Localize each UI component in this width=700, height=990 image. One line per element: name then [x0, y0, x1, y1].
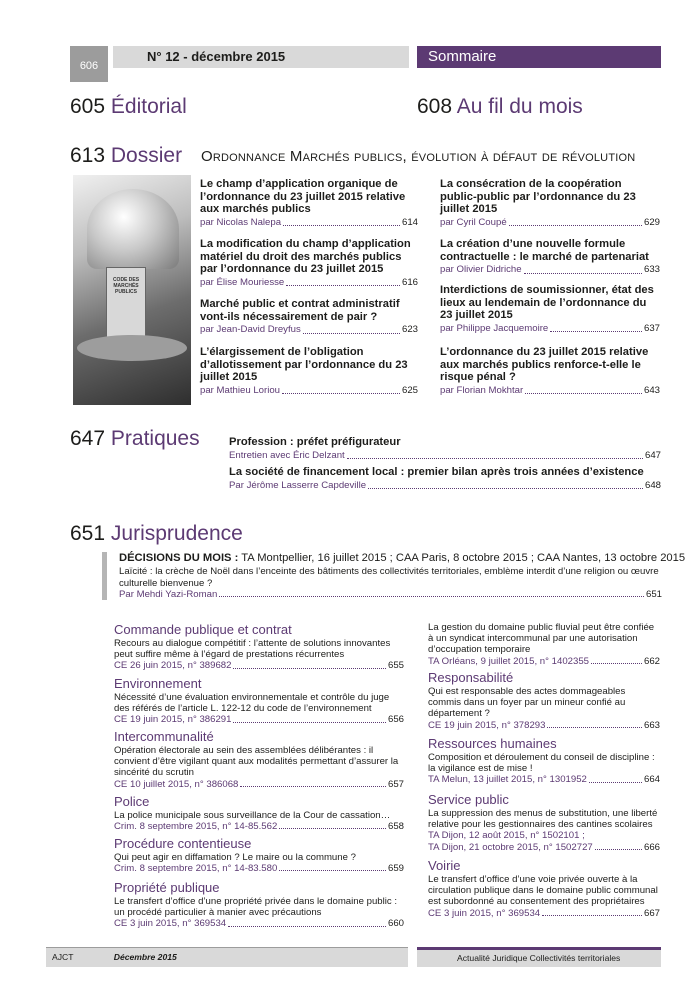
juris-category[interactable]: Commande publique et contrat [114, 622, 292, 637]
article-author: par Philippe Jacquemoire [440, 322, 549, 334]
decisions-du-mois[interactable] [102, 552, 686, 600]
juris-page: 657 [387, 778, 404, 790]
article-entry[interactable] [200, 178, 418, 229]
article-title: La consécration de la coopération public-public par l’ordonnance du 23 juillet 2015 [440, 178, 636, 216]
juris-ref-row [114, 714, 404, 725]
article-byline [200, 217, 418, 230]
article-byline [200, 324, 418, 337]
dot-leader [282, 393, 400, 394]
sommaire-banner: Sommaire [417, 46, 661, 68]
dot-leader [283, 225, 400, 226]
article-title: Marché public et contrat administratif vont-ils nécessairement de pair ? [200, 298, 400, 323]
page-number: 606 [70, 46, 108, 82]
article-byline [440, 323, 660, 336]
article-page: 647 [644, 449, 661, 461]
article-entry[interactable] [440, 178, 660, 229]
footer-publication: Actualité Juridique Collectivités territoriales [457, 953, 621, 963]
juris-ref-row [428, 720, 660, 731]
dot-leader [524, 273, 642, 274]
article-entry[interactable] [200, 298, 418, 337]
article-byline [229, 480, 661, 493]
juris-page: 655 [387, 660, 404, 672]
dot-leader [509, 225, 642, 226]
tray-shape [77, 335, 187, 361]
juris-ref: Crim. 8 septembre 2015, n° 14-83.580 [114, 863, 278, 875]
decisions-page: 651 [645, 589, 662, 600]
article-author: par Nicolas Nalepa [200, 216, 282, 228]
section-pratiques[interactable] [70, 427, 200, 451]
article-author: Entretien avec Éric Delzant [229, 449, 345, 461]
article-title: Le champ d’application organique de l’ordonnance du 23 juillet 2015 relative aux marchés publics [200, 178, 406, 216]
article-author: Par Jérôme Lasserre Capdeville [229, 479, 367, 491]
dot-leader [240, 786, 386, 787]
dot-leader [550, 331, 642, 332]
footer-left [46, 947, 408, 967]
juris-ref-row [428, 774, 660, 785]
article-page: 623 [401, 324, 418, 336]
article-entry[interactable] [229, 466, 661, 492]
dossier-subtitle: Ordonnance Marchés publics, évolution à défaut de révolution [201, 148, 636, 165]
juris-text: Le transfert d’office d’une propriété privée dans le domaine public : un procédé particulier à manier avec précautions [114, 896, 398, 919]
juris-page: 667 [643, 907, 660, 919]
article-title: L’ordonnance du 23 juillet 2015 relative aux marchés publics renforce-t-elle le risque pénal ? [440, 346, 649, 384]
juris-text: Nécessité d’une évaluation environnementale et contrôle du juge des référés de l’article L. 122-12 du code de l’environnement [114, 692, 390, 715]
juris-entry[interactable] [114, 810, 404, 832]
juris-category[interactable]: Voirie [428, 858, 461, 873]
juris-ref: TA Orléans, 9 juillet 2015, n° 1402355 [428, 655, 589, 667]
juris-ref: TA Dijon, 12 août 2015, n° 1502101 ; [428, 830, 585, 842]
article-title: Profession : préfet préfigurateur [229, 436, 401, 448]
juris-page: 660 [387, 918, 404, 930]
decisions-label: DÉCISIONS DU MOIS : [119, 552, 239, 564]
section-number: 651 [70, 522, 106, 545]
juris-text: Qui peut agir en diffamation ? Le maire ou la commune ? [114, 852, 356, 863]
section-number: 647 [70, 427, 106, 450]
dot-leader [286, 285, 400, 286]
juris-page: 664 [643, 774, 660, 786]
juris-ref: CE 3 juin 2015, n° 369534 [428, 907, 541, 919]
juris-ref: TA Dijon, 21 octobre 2015, n° 1502727 [428, 841, 593, 853]
juris-category[interactable]: Procédure contentieuse [114, 836, 252, 851]
article-entry[interactable] [440, 238, 660, 277]
cloche-shape [87, 189, 179, 269]
juris-text: Recours au dialogue compétitif : l’attente de solutions innovantes peut suffire même à l’égard de prestations récurrentes [114, 638, 391, 661]
article-title: L’élargissement de l’obligation d’allotissement par l’ordonnance du 23 juillet 2015 [200, 346, 408, 384]
juris-page: 659 [387, 863, 404, 875]
article-author: par Jean-David Dreyfus [200, 324, 301, 336]
juris-category[interactable]: Ressources humaines [428, 736, 557, 751]
section-name: Jurisprudence [110, 522, 243, 545]
juris-ref: CE 19 juin 2015, n° 378293 [428, 719, 546, 731]
juris-ref: Crim. 8 septembre 2015, n° 14-85.562 [114, 821, 278, 833]
juris-text: La suppression des menus de substitution, une liberté relative pour les gestionnaires des cantines scolaires [428, 808, 658, 831]
juris-entry[interactable] [428, 686, 660, 731]
juris-page: 666 [643, 841, 660, 853]
decisions-author: Par Mehdi Yazi-Roman [119, 589, 218, 600]
juris-ref-row [428, 656, 660, 667]
juris-ref: TA Melun, 13 juillet 2015, n° 1301952 [428, 774, 587, 786]
dossier-illustration [73, 175, 191, 405]
dot-leader [303, 333, 400, 334]
footer-month: Décembre 2015 [113, 952, 177, 962]
code-book [106, 267, 146, 339]
juris-text: La police municipale sous surveillance de la Cour de cassation… [114, 810, 391, 821]
article-page: 629 [643, 216, 660, 228]
article-title: Interdictions de soumissionner, état des lieux au lendemain de l’ordonnance du 23 juillet 2015 [440, 284, 654, 322]
article-title: La modification du champ d’application matériel du droit des marchés publics par l’ordonnance du 23 juillet 2015 [200, 238, 411, 276]
section-number: 605 [70, 95, 106, 118]
juris-page: 662 [643, 655, 660, 667]
dot-leader [233, 668, 386, 669]
decisions-header [119, 552, 686, 564]
juris-page: 663 [643, 719, 660, 731]
article-author: par Mathieu Loriou [200, 384, 280, 396]
article-entry[interactable] [440, 346, 660, 397]
juris-category[interactable]: Propriété publique [114, 880, 220, 895]
juris-entry[interactable] [428, 752, 660, 786]
article-byline [440, 217, 660, 230]
dot-leader [228, 926, 386, 927]
juris-entry[interactable] [428, 622, 660, 667]
article-entry[interactable] [200, 346, 418, 397]
juris-entry[interactable] [114, 896, 404, 930]
dot-leader [589, 782, 642, 783]
dot-leader [368, 488, 643, 489]
juris-text: La gestion du domaine public fluvial peut être confiée à un syndicat intercommunal par une autorisation d’occupation temporaire [428, 622, 655, 656]
section-name: Au fil du mois [456, 95, 583, 118]
footer-right [417, 947, 661, 967]
article-entry[interactable] [440, 284, 660, 335]
juris-category[interactable]: Intercommunalité [114, 729, 214, 744]
decisions-author-row [119, 589, 662, 600]
dot-leader [525, 393, 642, 394]
juris-category[interactable]: Police [114, 794, 150, 809]
article-author: par Cyril Coupé [440, 216, 507, 228]
decisions-text: Laïcité : la crèche de Noël dans l’enceinte des bâtiments des collectivités territoriales, emblème interdit d’une religion ou œuvre culturelle bienvenue ? [119, 566, 659, 589]
dot-leader [233, 722, 386, 723]
article-page: 616 [401, 276, 418, 288]
article-title: La société de financement local : premier bilan après trois années d’existence [229, 466, 644, 478]
juris-ref-row [114, 660, 404, 671]
article-entry[interactable] [200, 238, 418, 289]
juris-ref-row [114, 918, 404, 929]
article-byline [200, 385, 418, 398]
section-number: 613 [70, 144, 106, 167]
section-editorial[interactable] [70, 95, 187, 119]
section-number: 608 [417, 95, 453, 118]
section-au-fil-du-mois[interactable] [417, 95, 583, 119]
juris-page: 656 [387, 714, 404, 726]
issue-banner: N° 12 - décembre 2015 [113, 46, 409, 68]
article-author: par Élise Mouriesse [200, 276, 285, 288]
article-title: La création d’une nouvelle formule contractuelle : le marché de partenariat [440, 238, 649, 263]
article-byline [229, 450, 661, 463]
section-name: Pratiques [110, 427, 200, 450]
juris-ref: CE 10 juillet 2015, n° 386068 [114, 778, 239, 790]
juris-entry[interactable] [114, 852, 404, 874]
article-page: 648 [644, 479, 661, 491]
article-author: par Olivier Didriche [440, 264, 522, 276]
juris-ref-row [428, 830, 660, 841]
dot-leader [542, 915, 642, 916]
article-entry[interactable] [229, 436, 661, 462]
article-byline [440, 264, 660, 277]
juris-entry[interactable] [114, 638, 404, 672]
juris-ref: CE 19 juin 2015, n° 386291 [114, 714, 232, 726]
juris-ref-row [428, 908, 660, 919]
article-author: par Florian Mokhtar [440, 384, 524, 396]
juris-text: Opération électorale au sein des assemblées délibérantes : il convient d’être vigilant quant aux modalités permettant d’assurer la sincérité du scrutin [114, 745, 399, 779]
juris-text: Le transfert d’office d’une voie privée ouverte à la circulation publique dans le domaine public communal est subordonné au consentement des propriétaires [428, 874, 658, 908]
section-name: Dossier [110, 144, 183, 167]
section-dossier[interactable] [70, 144, 182, 168]
decisions-courts: TA Montpellier, 16 juillet 2015 ; CAA Paris, 8 octobre 2015 ; CAA Nantes, 13 octobre 2015 [241, 552, 686, 564]
dot-leader [595, 849, 642, 850]
juris-text: Qui est responsable des actes dommageables commis dans un foyer par un mineur confié au département ? [428, 686, 626, 720]
juris-entry[interactable] [114, 692, 404, 726]
dot-leader [591, 663, 642, 664]
article-page: 637 [643, 322, 660, 334]
article-page: 633 [643, 264, 660, 276]
juris-ref-row [428, 842, 660, 853]
dot-leader [279, 870, 386, 871]
article-page: 643 [643, 384, 660, 396]
section-name: Éditorial [110, 95, 187, 118]
footer-journal: AJCT [52, 952, 74, 962]
juris-category[interactable]: Environnement [114, 676, 202, 691]
article-byline [200, 277, 418, 290]
juris-entry[interactable] [428, 874, 660, 919]
dot-leader [547, 727, 642, 728]
dot-leader [347, 458, 643, 459]
juris-ref-row [114, 821, 404, 832]
dot-leader [279, 828, 386, 829]
article-page: 614 [401, 216, 418, 228]
juris-category[interactable]: Service public [428, 792, 509, 807]
juris-ref-row [114, 779, 404, 790]
juris-entry[interactable] [114, 745, 404, 790]
article-page: 625 [401, 384, 418, 396]
juris-ref-row [114, 863, 404, 874]
juris-category[interactable]: Responsabilité [428, 670, 514, 685]
juris-page: 658 [387, 821, 404, 833]
dot-leader [219, 596, 644, 597]
article-byline [440, 385, 660, 398]
juris-ref: CE 3 juin 2015, n° 369534 [114, 918, 227, 930]
juris-ref: CE 26 juin 2015, n° 389682 [114, 660, 232, 672]
section-jurisprudence[interactable] [70, 522, 243, 546]
juris-text: Composition et déroulement du conseil de discipline : la vigilance est de mise ! [428, 752, 655, 775]
book-label: CODE DES MARCHÉS PUBLICS [112, 277, 140, 295]
juris-entry[interactable] [428, 808, 660, 853]
